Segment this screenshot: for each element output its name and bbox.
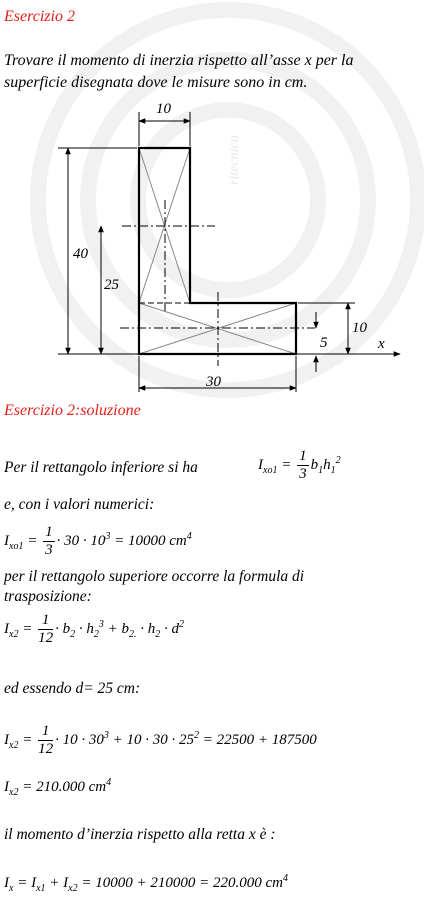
dim-half-base: 5 xyxy=(320,335,328,351)
problem-text-line1: Trovare il momento di inerzia rispetto all’asse x per la xyxy=(4,52,354,69)
equation-2: $I_{xo1}$ = $\frac{1}{3}$ · $30 \cdot 10^3 = 10000$ $cm^4$ xyxy=(4,524,192,558)
equation-4: $I_{x2}$ = $\frac{1}{12}$ · $10 \cdot 30^3 + 10 \cdot 30 \cdot 25^2 = 22500 + 187500$ xyxy=(4,723,317,757)
l-section-outline xyxy=(139,148,296,354)
equation-6: $I_x = I_{x1} + I_{x2} = 10000 + 210000 = 220.000$ $cm^4$ xyxy=(4,873,288,894)
dim-top-width: 10 xyxy=(156,101,171,117)
axis-label-x: x xyxy=(378,336,385,352)
dim-base-width: 30 xyxy=(206,374,221,390)
problem-title: Esercizio 2 xyxy=(4,8,75,25)
watermark-text: ritecnica xyxy=(227,135,242,185)
solution-line1: Per il rettangolo inferiore si ha xyxy=(4,459,198,476)
dim-centroid-height: 25 xyxy=(104,277,119,293)
solution-line3a: per il rettangolo superiore occorre la formula di xyxy=(4,568,305,585)
l-section-drawing xyxy=(0,95,424,400)
solution-line5: il momento d’inerzia rispetto alla retta x è : xyxy=(4,826,276,843)
centroid-lines xyxy=(120,200,315,366)
equation-1: $I_{xo1}$ = $\frac{1}{3}$ $b_1h_1^2$ xyxy=(258,448,341,482)
rectangle-diagonals xyxy=(139,148,296,354)
dim-total-height: 40 xyxy=(73,246,88,262)
equation-3: $I_{x2}$ = $\frac{1}{12}$ · $b_2 \cdot h_2^3 + b_{2.} \cdot h_2 \cdot d^2$ xyxy=(4,612,184,646)
solution-line3b: trasposizione: xyxy=(4,588,92,605)
dim-base-height: 10 xyxy=(352,320,367,336)
equation-5: $I_{x2} = 210.000$ $cm^4$ xyxy=(4,777,112,798)
problem-text-line2: superficie disegnata dove le misure sono in cm. xyxy=(4,74,308,91)
solution-line2: e, con i valori numerici: xyxy=(4,496,155,513)
solution-title: Esercizio 2:soluzione xyxy=(4,402,141,419)
solution-line4: ed essendo d= 25 cm: xyxy=(4,680,141,697)
